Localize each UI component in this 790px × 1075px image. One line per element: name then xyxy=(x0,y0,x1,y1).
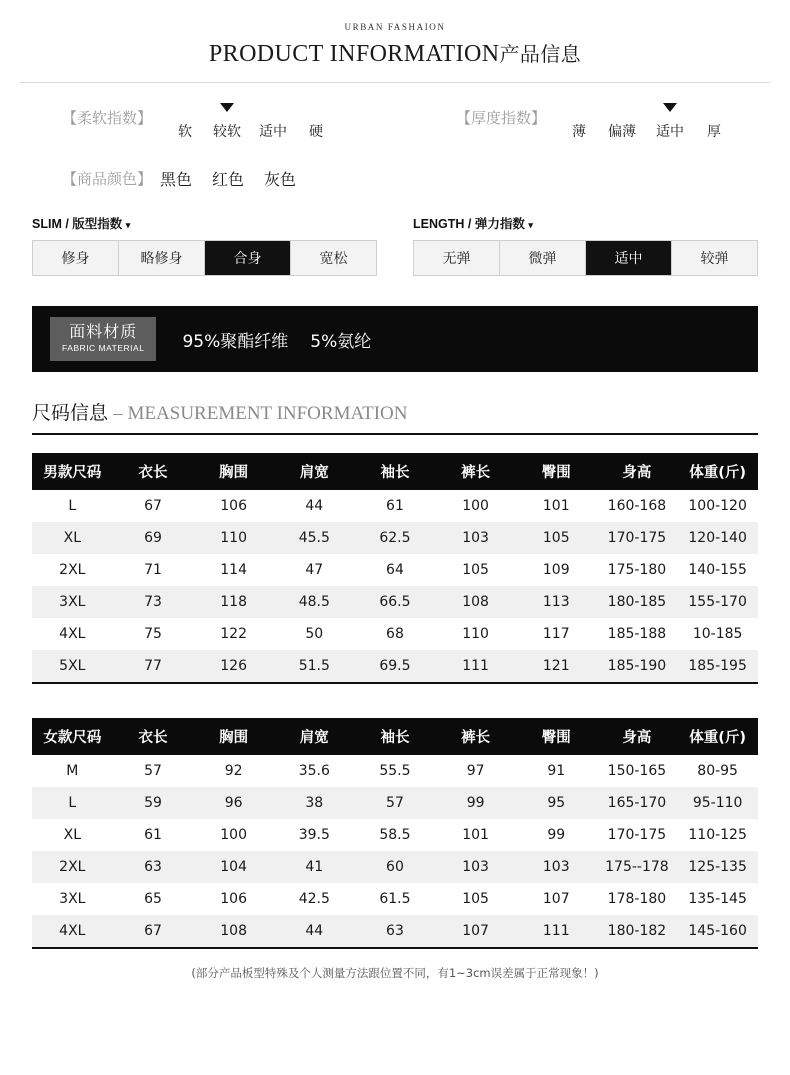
table-cell-8: 80-95 xyxy=(677,755,758,787)
elastic-title xyxy=(413,214,758,232)
table-cell-5: 110 xyxy=(435,618,516,650)
elastic-option-1[interactable]: 微弹 xyxy=(500,241,586,275)
table-cell-3: 39.5 xyxy=(274,819,355,851)
table-cell-4: 64 xyxy=(355,554,436,586)
table-cell-6: 101 xyxy=(516,490,597,522)
measurement-heading-en: – MEASUREMENT INFORMATION xyxy=(113,403,408,424)
fabric-composition xyxy=(182,327,371,352)
table-cell-5: 105 xyxy=(435,883,516,915)
fit-title xyxy=(32,214,377,232)
table-cell-4: 68 xyxy=(355,618,436,650)
table-cell-8: 120-140 xyxy=(677,522,758,554)
table-header-row xyxy=(32,453,758,490)
column-header-6: 臀围 xyxy=(516,453,597,490)
elastic-option-0[interactable]: 无弹 xyxy=(414,241,500,275)
table-cell-1: 75 xyxy=(113,618,194,650)
table-cell-6: 111 xyxy=(516,915,597,947)
column-header-6: 臀围 xyxy=(516,718,597,755)
fabric-part-2: 5%氨纶 xyxy=(310,331,372,352)
table-row xyxy=(32,586,758,618)
women-size-table xyxy=(32,718,758,949)
table-cell-0: 4XL xyxy=(32,618,113,650)
men-size-table-body xyxy=(32,490,758,682)
fit-title-cn: 版型指数 xyxy=(72,216,123,231)
table-cell-2: 108 xyxy=(193,915,274,947)
table-cell-6: 95 xyxy=(516,787,597,819)
table-cell-0: XL xyxy=(32,522,113,554)
table-cell-6: 103 xyxy=(516,851,597,883)
thickness-item-1[interactable]: 偏薄 xyxy=(608,124,637,140)
table-cell-4: 57 xyxy=(355,787,436,819)
brand-eyebrow: URBAN FASHAION xyxy=(344,22,446,32)
table-cell-3: 44 xyxy=(274,915,355,947)
softness-label: 【柔软指数】 xyxy=(62,109,153,127)
table-cell-4: 60 xyxy=(355,851,436,883)
table-cell-8: 185-195 xyxy=(677,650,758,682)
color-row xyxy=(62,167,770,190)
table-cell-4: 63 xyxy=(355,915,436,947)
table-cell-8: 145-160 xyxy=(677,915,758,947)
column-header-2: 胸围 xyxy=(193,453,274,490)
thickness-items xyxy=(560,121,734,141)
table-cell-6: 117 xyxy=(516,618,597,650)
table-cell-7: 185-188 xyxy=(597,618,678,650)
table-cell-0: L xyxy=(32,787,113,819)
table-cell-7: 170-175 xyxy=(597,522,678,554)
table-cell-3: 42.5 xyxy=(274,883,355,915)
elastic-title-cn: 弹力指数 xyxy=(474,216,525,231)
table-cell-2: 122 xyxy=(193,618,274,650)
table-cell-1: 61 xyxy=(113,819,194,851)
table-cell-6: 105 xyxy=(516,522,597,554)
table-cell-2: 96 xyxy=(193,787,274,819)
table-row xyxy=(32,522,758,554)
thickness-item-0[interactable]: 薄 xyxy=(572,124,587,140)
thickness-item-2[interactable]: 适中 xyxy=(656,124,685,140)
table-cell-1: 57 xyxy=(113,755,194,787)
fit-option-1[interactable]: 略修身 xyxy=(119,241,205,275)
table-cell-6: 107 xyxy=(516,883,597,915)
page-title-cn: 产品信息 xyxy=(499,42,582,66)
fabric-badge xyxy=(50,317,156,360)
table-row xyxy=(32,554,758,586)
table-row xyxy=(32,819,758,851)
column-header-3: 肩宽 xyxy=(274,718,355,755)
column-header-8: 体重(斤) xyxy=(677,718,758,755)
table-cell-5: 103 xyxy=(435,851,516,883)
table-cell-0: 2XL xyxy=(32,554,113,586)
table-row xyxy=(32,851,758,883)
column-header-4: 袖长 xyxy=(355,453,436,490)
table-cell-1: 59 xyxy=(113,787,194,819)
table-cell-5: 107 xyxy=(435,915,516,947)
table-cell-6: 91 xyxy=(516,755,597,787)
column-header-0: 男款尺码 xyxy=(32,453,113,490)
color-option-2[interactable]: 灰色 xyxy=(264,170,297,189)
thickness-label: 【厚度指数】 xyxy=(456,109,547,127)
fit-segments[interactable] xyxy=(32,240,377,276)
table-cell-8: 155-170 xyxy=(677,586,758,618)
elastic-option-3[interactable]: 较弹 xyxy=(672,241,757,275)
fabric-banner xyxy=(32,306,758,372)
table-cell-5: 103 xyxy=(435,522,516,554)
table-cell-0: 3XL xyxy=(32,883,113,915)
table-cell-8: 110-125 xyxy=(677,819,758,851)
table-cell-4: 69.5 xyxy=(355,650,436,682)
table-cell-7: 180-185 xyxy=(597,586,678,618)
table-cell-3: 41 xyxy=(274,851,355,883)
table-cell-2: 100 xyxy=(193,819,274,851)
column-header-1: 衣长 xyxy=(113,453,194,490)
table-cell-5: 100 xyxy=(435,490,516,522)
table-row xyxy=(32,490,758,522)
segmented-controls xyxy=(20,214,770,276)
table-cell-4: 62.5 xyxy=(355,522,436,554)
table-cell-8: 95-110 xyxy=(677,787,758,819)
table-cell-2: 92 xyxy=(193,755,274,787)
table-cell-1: 67 xyxy=(113,490,194,522)
table-bottom-rule xyxy=(32,947,758,948)
table-cell-5: 108 xyxy=(435,586,516,618)
thickness-arrow-row xyxy=(560,103,734,117)
table-cell-3: 35.6 xyxy=(274,755,355,787)
table-cell-7: 175-180 xyxy=(597,554,678,586)
table-cell-2: 104 xyxy=(193,851,274,883)
fabric-badge-en: FABRIC MATERIAL xyxy=(62,342,145,353)
softness-items xyxy=(166,121,336,141)
table-cell-1: 67 xyxy=(113,915,194,947)
page-title-en: PRODUCT INFORMATION xyxy=(208,41,500,67)
fit-option-0[interactable]: 修身 xyxy=(33,241,119,275)
table-cell-3: 44 xyxy=(274,490,355,522)
color-option-1[interactable]: 红色 xyxy=(212,170,245,189)
table-cell-4: 61.5 xyxy=(355,883,436,915)
table-cell-1: 73 xyxy=(113,586,194,618)
table-cell-0: 3XL xyxy=(32,586,113,618)
table-cell-5: 99 xyxy=(435,787,516,819)
elastic-title-sep: / xyxy=(464,217,475,231)
table-cell-4: 61 xyxy=(355,490,436,522)
table-bottom-rule xyxy=(32,682,758,683)
softness-arrow-row xyxy=(166,103,336,117)
table-cell-8: 10-185 xyxy=(677,618,758,650)
table-cell-6: 109 xyxy=(516,554,597,586)
table-cell-8: 125-135 xyxy=(677,851,758,883)
table-cell-1: 71 xyxy=(113,554,194,586)
elastic-segments[interactable] xyxy=(413,240,758,276)
table-cell-4: 55.5 xyxy=(355,755,436,787)
table-cell-6: 113 xyxy=(516,586,597,618)
fabric-badge-cn: 面料材质 xyxy=(69,322,138,342)
table-bottom-rule-cell xyxy=(32,947,758,948)
fit-option-2[interactable]: 合身 xyxy=(205,241,291,275)
softness-item-2[interactable]: 适中 xyxy=(259,124,288,140)
table-cell-3: 38 xyxy=(274,787,355,819)
footnote: (部分产品板型特殊及个人测量方法跟位置不同，有1~3cm误差属于正常现象！) xyxy=(191,966,599,980)
table-cell-5: 111 xyxy=(435,650,516,682)
softness-arrow-icon xyxy=(220,103,234,112)
softness-item-0[interactable]: 软 xyxy=(178,124,193,140)
thickness-arrow-icon xyxy=(663,103,677,112)
men-size-table-head xyxy=(32,453,758,490)
table-cell-5: 105 xyxy=(435,554,516,586)
table-cell-2: 106 xyxy=(193,490,274,522)
table-cell-5: 97 xyxy=(435,755,516,787)
table-cell-2: 106 xyxy=(193,883,274,915)
column-header-7: 身高 xyxy=(597,718,678,755)
measurement-heading-cn: 尺码信息 xyxy=(32,402,109,424)
thickness-scale xyxy=(560,103,734,141)
column-header-8: 体重(斤) xyxy=(677,453,758,490)
measurement-heading xyxy=(32,398,758,425)
measurement-divider xyxy=(32,433,758,435)
table-cell-3: 50 xyxy=(274,618,355,650)
fabric-part-1: 95%聚酯纤维 xyxy=(182,331,289,352)
table-cell-7: 185-190 xyxy=(597,650,678,682)
softness-index xyxy=(62,103,336,141)
table-cell-3: 45.5 xyxy=(274,522,355,554)
table-cell-2: 110 xyxy=(193,522,274,554)
men-size-table xyxy=(32,453,758,684)
table-header-row xyxy=(32,718,758,755)
page-header xyxy=(20,0,770,68)
table-cell-2: 126 xyxy=(193,650,274,682)
column-header-5: 裤长 xyxy=(435,718,516,755)
table-cell-7: 160-168 xyxy=(597,490,678,522)
softness-item-1[interactable]: 较软 xyxy=(213,124,242,140)
women-size-table-head xyxy=(32,718,758,755)
table-cell-3: 48.5 xyxy=(274,586,355,618)
index-block xyxy=(20,83,770,145)
table-cell-8: 100-120 xyxy=(677,490,758,522)
table-cell-5: 101 xyxy=(435,819,516,851)
table-cell-3: 51.5 xyxy=(274,650,355,682)
table-spacer xyxy=(20,684,770,700)
fit-title-en: SLIM xyxy=(32,217,62,231)
table-cell-7: 170-175 xyxy=(597,819,678,851)
table-row xyxy=(32,618,758,650)
elastic-title-en: LENGTH xyxy=(413,217,465,231)
thickness-item-3[interactable]: 厚 xyxy=(707,124,722,140)
column-header-4: 袖长 xyxy=(355,718,436,755)
color-option-0[interactable]: 黑色 xyxy=(160,170,193,189)
color-options xyxy=(160,167,316,190)
table-cell-7: 175--178 xyxy=(597,851,678,883)
table-cell-0: 5XL xyxy=(32,650,113,682)
thickness-index xyxy=(456,103,734,141)
column-header-5: 裤长 xyxy=(435,453,516,490)
table-cell-7: 150-165 xyxy=(597,755,678,787)
table-cell-0: L xyxy=(32,490,113,522)
elastic-control xyxy=(395,214,758,276)
fit-option-3[interactable]: 宽松 xyxy=(291,241,376,275)
table-cell-4: 66.5 xyxy=(355,586,436,618)
table-cell-8: 140-155 xyxy=(677,554,758,586)
page-title xyxy=(20,38,770,68)
fit-control xyxy=(32,214,395,276)
men-size-table-foot xyxy=(32,682,758,683)
column-header-0: 女款尺码 xyxy=(32,718,113,755)
table-cell-7: 180-182 xyxy=(597,915,678,947)
table-cell-4: 58.5 xyxy=(355,819,436,851)
women-size-table-foot xyxy=(32,947,758,948)
softness-item-3[interactable]: 硬 xyxy=(309,124,324,140)
table-row xyxy=(32,915,758,947)
table-cell-6: 99 xyxy=(516,819,597,851)
table-cell-2: 114 xyxy=(193,554,274,586)
table-cell-3: 47 xyxy=(274,554,355,586)
fit-title-sep: / xyxy=(61,217,73,231)
table-row xyxy=(32,755,758,787)
table-cell-1: 69 xyxy=(113,522,194,554)
table-bottom-rule-cell xyxy=(32,682,758,683)
table-cell-0: 2XL xyxy=(32,851,113,883)
table-cell-1: 65 xyxy=(113,883,194,915)
table-cell-0: 4XL xyxy=(32,915,113,947)
color-label: 【商品颜色】 xyxy=(62,170,153,188)
table-cell-2: 118 xyxy=(193,586,274,618)
table-cell-8: 135-145 xyxy=(677,883,758,915)
column-header-3: 肩宽 xyxy=(274,453,355,490)
table-cell-0: M xyxy=(32,755,113,787)
softness-scale xyxy=(166,103,336,141)
table-row xyxy=(32,787,758,819)
chevron-down-icon: ▾ xyxy=(528,220,533,230)
table-cell-6: 121 xyxy=(516,650,597,682)
chevron-down-icon: ▾ xyxy=(125,220,131,230)
table-cell-1: 77 xyxy=(113,650,194,682)
women-size-table-body xyxy=(32,755,758,947)
column-header-7: 身高 xyxy=(597,453,678,490)
table-cell-7: 178-180 xyxy=(597,883,678,915)
elastic-option-2[interactable]: 适中 xyxy=(586,241,672,275)
column-header-1: 衣长 xyxy=(113,718,194,755)
table-cell-1: 63 xyxy=(113,851,194,883)
table-row xyxy=(32,650,758,682)
table-cell-7: 165-170 xyxy=(597,787,678,819)
table-cell-0: XL xyxy=(32,819,113,851)
table-row xyxy=(32,883,758,915)
column-header-2: 胸围 xyxy=(193,718,274,755)
